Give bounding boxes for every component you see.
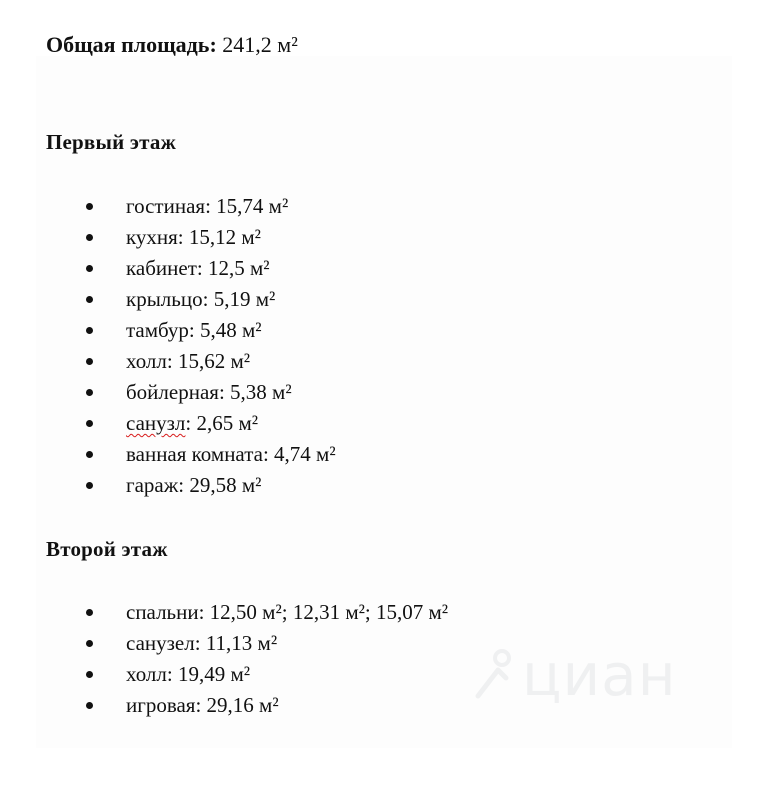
list-item-text bbox=[126, 408, 258, 439]
bullet-icon bbox=[86, 671, 93, 678]
bullet-icon bbox=[86, 640, 93, 647]
list-item-value: : 2,65 м² bbox=[185, 411, 259, 435]
list-item-text: холл: 19,49 м² bbox=[126, 662, 251, 686]
list-item-text: крыльцо: 5,19 м² bbox=[126, 287, 276, 311]
bullet-icon bbox=[86, 296, 93, 303]
bullet-icon bbox=[86, 265, 93, 272]
bullet-icon bbox=[86, 203, 93, 210]
list-item-text: тамбур: 5,48 м² bbox=[126, 318, 262, 342]
misspelled-word: санузл bbox=[126, 411, 186, 435]
bullet-icon bbox=[86, 609, 93, 616]
list-item-text: спальни: 12,50 м²; 12,31 м²; 15,07 м² bbox=[126, 600, 449, 624]
bullet-icon bbox=[86, 234, 93, 241]
bullet-icon bbox=[86, 451, 93, 458]
floor1-heading: Первый этаж bbox=[46, 130, 176, 154]
bullet-icon bbox=[86, 358, 93, 365]
list-item-text: гостиная: 15,74 м² bbox=[126, 194, 289, 218]
bullet-icon bbox=[86, 482, 93, 489]
list-item-text: бойлерная: 5,38 м² bbox=[126, 380, 292, 404]
list-item-text: гараж: 29,58 м² bbox=[126, 473, 262, 497]
bullet-icon bbox=[86, 702, 93, 709]
bullet-icon bbox=[86, 389, 93, 396]
floor2-heading: Второй этаж bbox=[46, 537, 168, 561]
bullet-icon bbox=[86, 420, 93, 427]
list-item-text: санузел: 11,13 м² bbox=[126, 631, 278, 655]
total-area-value: 241,2 м² bbox=[216, 32, 298, 57]
list-item-text: ванная комната: 4,74 м² bbox=[126, 442, 336, 466]
list-item-text: кухня: 15,12 м² bbox=[126, 225, 261, 249]
list-item-text: холл: 15,62 м² bbox=[126, 349, 251, 373]
total-area bbox=[46, 30, 298, 60]
bullet-icon bbox=[86, 327, 93, 334]
list-item-text: кабинет: 12,5 м² bbox=[126, 256, 270, 280]
list-item-text: игровая: 29,16 м² bbox=[126, 693, 279, 717]
total-area-label: Общая площадь: bbox=[46, 32, 217, 57]
